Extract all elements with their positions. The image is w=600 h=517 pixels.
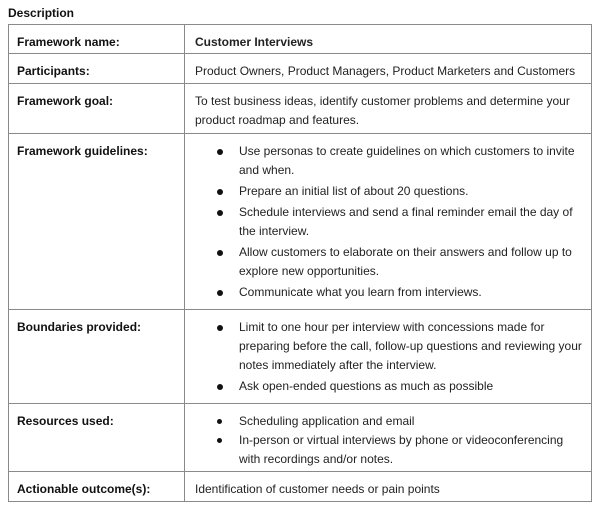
- bullet-icon: [217, 250, 223, 256]
- list-item: Scheduling application and email: [195, 412, 583, 431]
- description-table: [8, 24, 592, 502]
- row-value: Customer Interviews: [185, 25, 592, 54]
- list-item: Communicate what you learn from interviews.: [195, 283, 583, 302]
- bullet-icon: [217, 419, 222, 424]
- resources-list: [195, 412, 583, 469]
- table-row: [9, 404, 592, 472]
- row-label: Framework guidelines:: [9, 134, 185, 310]
- list-item: Schedule interviews and send a final reminder email the day of the interview.: [195, 203, 583, 241]
- table-row: [9, 472, 592, 502]
- row-label: Participants:: [9, 54, 185, 84]
- table-row: [9, 25, 592, 54]
- list-item: In-person or virtual interviews by phone or videoconferencing with recordings and/or notes.: [195, 431, 583, 469]
- row-label: Boundaries provided:: [9, 310, 185, 404]
- row-label: Framework name:: [9, 25, 185, 54]
- row-value: Product Owners, Product Managers, Product Marketers and Customers: [185, 54, 592, 84]
- list-item: Prepare an initial list of about 20 questions.: [195, 182, 583, 201]
- bullet-icon: [217, 290, 223, 296]
- table-row: [9, 134, 592, 310]
- bullet-icon: [217, 325, 223, 331]
- row-value: [185, 310, 592, 404]
- row-value: Identification of customer needs or pain points: [185, 472, 592, 502]
- row-value: [185, 134, 592, 310]
- table-row: [9, 84, 592, 134]
- boundaries-list: [195, 318, 583, 396]
- row-value: To test business ideas, identify customer problems and determine your product roadmap and features.: [185, 84, 592, 134]
- bullet-icon: [217, 189, 223, 195]
- bullet-icon: [217, 438, 222, 443]
- guidelines-list: [195, 142, 583, 302]
- row-label: Framework goal:: [9, 84, 185, 134]
- row-label: Actionable outcome(s):: [9, 472, 185, 502]
- list-item: Limit to one hour per interview with concessions made for preparing before the call, follow-up questions and reviewing your notes immediately after the interview.: [195, 318, 583, 375]
- list-item: Use personas to create guidelines on which customers to invite and when.: [195, 142, 583, 180]
- table-row: [9, 310, 592, 404]
- section-heading: Description: [8, 6, 75, 20]
- list-item: Allow customers to elaborate on their answers and follow up to explore new opportunities.: [195, 243, 583, 281]
- bullet-icon: [217, 384, 223, 390]
- row-label: Resources used:: [9, 404, 185, 472]
- bullet-icon: [217, 210, 223, 216]
- table-row: [9, 54, 592, 84]
- row-value: [185, 404, 592, 472]
- list-item: Ask open-ended questions as much as possible: [195, 377, 583, 396]
- bullet-icon: [217, 149, 223, 155]
